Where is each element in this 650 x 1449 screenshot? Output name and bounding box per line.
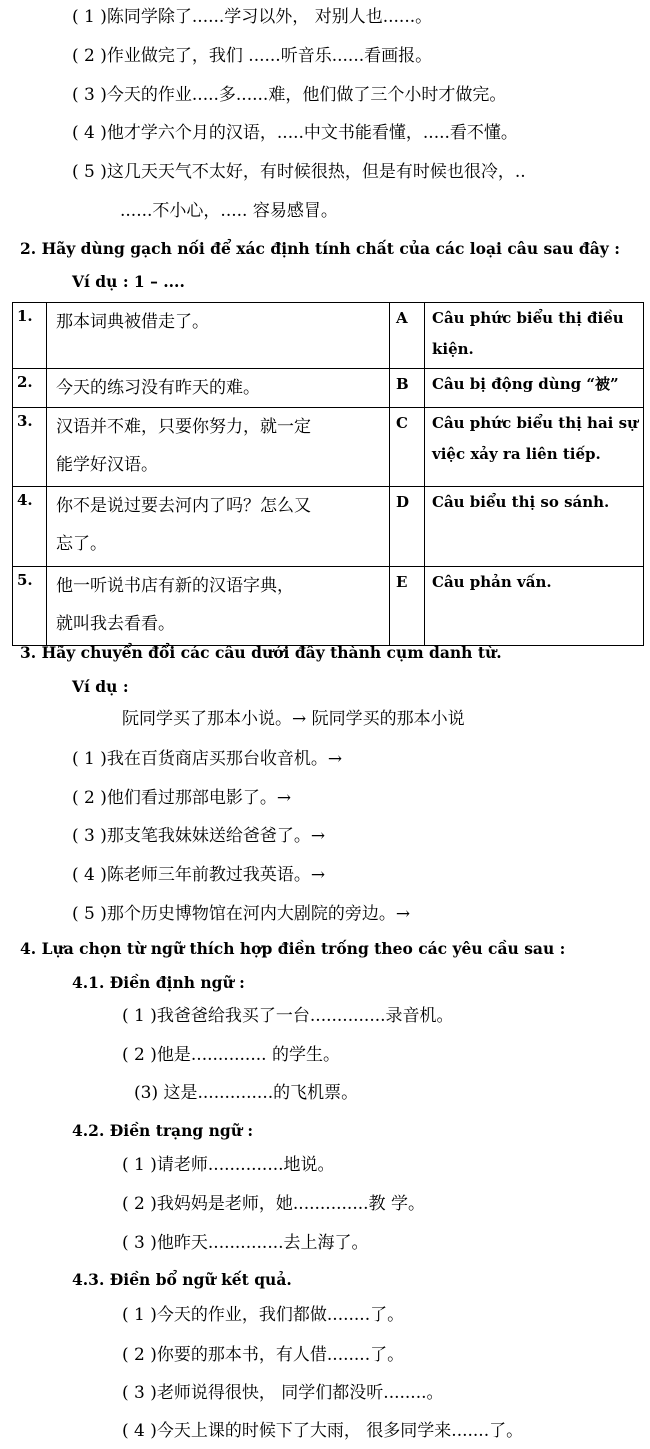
- row-number: 2.: [13, 369, 47, 408]
- transform-item-4: ( 4 )陈老师三年前教过我英语。→: [72, 865, 326, 885]
- section-2-example: Ví dụ : 1 – ....: [72, 272, 185, 291]
- fill-item-4-3-4: ( 4 )今天上课的时候下了大雨， 很多同学来.......了。: [122, 1421, 524, 1441]
- table-row: [13, 408, 644, 487]
- section-3-example-label: Ví dụ :: [72, 677, 129, 696]
- sentence-item-4: ( 4 )他才学六个月的汉语，.....中文书能看懂，.....看不懂。: [72, 123, 518, 143]
- sentence-type-line: Câu phản vấn.: [432, 573, 552, 591]
- chinese-sentence-line: 能学好汉语。: [56, 455, 158, 475]
- fill-item-4-3-2: ( 2 )你要的那本书，有人借........了。: [122, 1345, 405, 1365]
- chinese-sentence-line: 今天的练习没有昨天的难。: [56, 378, 260, 398]
- fill-item-4-2-2: ( 2 )我妈妈是老师，她..............教 学。: [122, 1194, 425, 1214]
- chinese-sentence-line: 就叫我去看看。: [56, 614, 175, 634]
- chinese-sentence-line: 他一听说书店有新的汉语字典，: [56, 576, 294, 596]
- option-letter: D: [390, 487, 425, 567]
- table-row: [13, 567, 644, 646]
- fill-item-4-1-1: ( 1 )我爸爸给我买了一台..............录音机。: [122, 1006, 454, 1026]
- sentence-item-5: ( 5 )这几天天气不太好，有时候很热，但是有时候也很冷，..: [72, 162, 526, 182]
- fill-item-4-2-3: ( 3 )他昨天..............去上海了。: [122, 1233, 369, 1253]
- option-letter: A: [390, 303, 425, 369]
- row-number: 4.: [13, 487, 47, 567]
- chinese-sentence: [47, 369, 390, 408]
- sentence-item-1: ( 1 )陈同学除了......学习以外， 对别人也......。: [72, 7, 433, 27]
- table-row: [13, 369, 644, 408]
- chinese-sentence: [47, 567, 390, 646]
- sentence-type: [425, 487, 644, 567]
- chinese-sentence: [47, 408, 390, 487]
- sentence-type-line: Câu phức biểu thị hai sự: [432, 414, 638, 432]
- sentence-item-2: ( 2 )作业做完了，我们 ......听音乐......看画报。: [72, 46, 433, 66]
- row-number: 5.: [13, 567, 47, 646]
- sentence-type-line: Câu biểu thị so sánh.: [432, 493, 610, 511]
- chinese-sentence-line: 那本词典被借走了。: [56, 312, 209, 332]
- section-3-example: 阮同学买了那本小说。→ 阮同学买的那本小说: [122, 709, 465, 729]
- chinese-sentence: [47, 487, 390, 567]
- sentence-type: [425, 567, 644, 646]
- transform-item-5: ( 5 )那个历史博物馆在河内大剧院的旁边。→: [72, 904, 411, 924]
- chinese-sentence-line: 汉语并不难，只要你努力，就一定: [56, 417, 311, 437]
- transform-item-3: ( 3 )那支笔我妹妹送给爸爸了。→: [72, 826, 326, 846]
- table-row: [13, 303, 644, 369]
- transform-item-2: ( 2 )他们看过那部电影了。→: [72, 788, 292, 808]
- chinese-sentence-line: 忘了。: [56, 534, 107, 554]
- option-letter: E: [390, 567, 425, 646]
- sentence-item-5-cont: ......不小心，..... 容易感冒。: [120, 201, 338, 221]
- sentence-type-line: kiện.: [432, 340, 474, 358]
- row-number: 1.: [13, 303, 47, 369]
- fill-item-4-1-3: (3) 这是..............的飞机票。: [134, 1083, 359, 1103]
- matching-table: [12, 302, 644, 646]
- option-letter: B: [390, 369, 425, 408]
- section-3-heading: 3. Hãy chuyển đổi các câu dưới đây thành cụm danh từ.: [20, 643, 502, 662]
- chinese-sentence-line: 你不是说过要去河内了吗？怎么又: [56, 496, 311, 516]
- sentence-type: [425, 369, 644, 408]
- table-row: [13, 487, 644, 567]
- section-2-heading: 2. Hãy dùng gạch nối để xác định tính chất của các loại câu sau đây :: [20, 239, 620, 258]
- sentence-type-line: việc xảy ra liên tiếp.: [432, 445, 601, 463]
- fill-item-4-3-1: ( 1 )今天的作业，我们都做........了。: [122, 1305, 405, 1325]
- subsection-4-2-title: 4.2. Điền trạng ngữ :: [72, 1121, 254, 1140]
- sentence-type-line: Câu phức biểu thị điều: [432, 309, 624, 327]
- chinese-sentence: [47, 303, 390, 369]
- sentence-item-3: ( 3 )今天的作业.....多......难，他们做了三个小时才做完。: [72, 85, 507, 105]
- sentence-type: [425, 408, 644, 487]
- transform-item-1: ( 1 )我在百货商店买那台收音机。→: [72, 749, 343, 769]
- option-letter: C: [390, 408, 425, 487]
- row-number: 3.: [13, 408, 47, 487]
- sentence-type: [425, 303, 644, 369]
- section-4-heading: 4. Lựa chọn từ ngữ thích hợp điền trống theo các yêu cầu sau :: [20, 939, 566, 958]
- fill-item-4-1-2: ( 2 )他是.............. 的学生。: [122, 1045, 340, 1065]
- fill-item-4-2-1: ( 1 )请老师..............地说。: [122, 1155, 335, 1175]
- sentence-type-line: Câu bị động dùng “被”: [432, 375, 619, 393]
- subsection-4-1-title: 4.1. Điền định ngữ :: [72, 973, 245, 992]
- fill-item-4-3-3: ( 3 )老师说得很快， 同学们都没听........。: [122, 1383, 444, 1403]
- subsection-4-3-title: 4.3. Điền bổ ngữ kết quả.: [72, 1270, 292, 1289]
